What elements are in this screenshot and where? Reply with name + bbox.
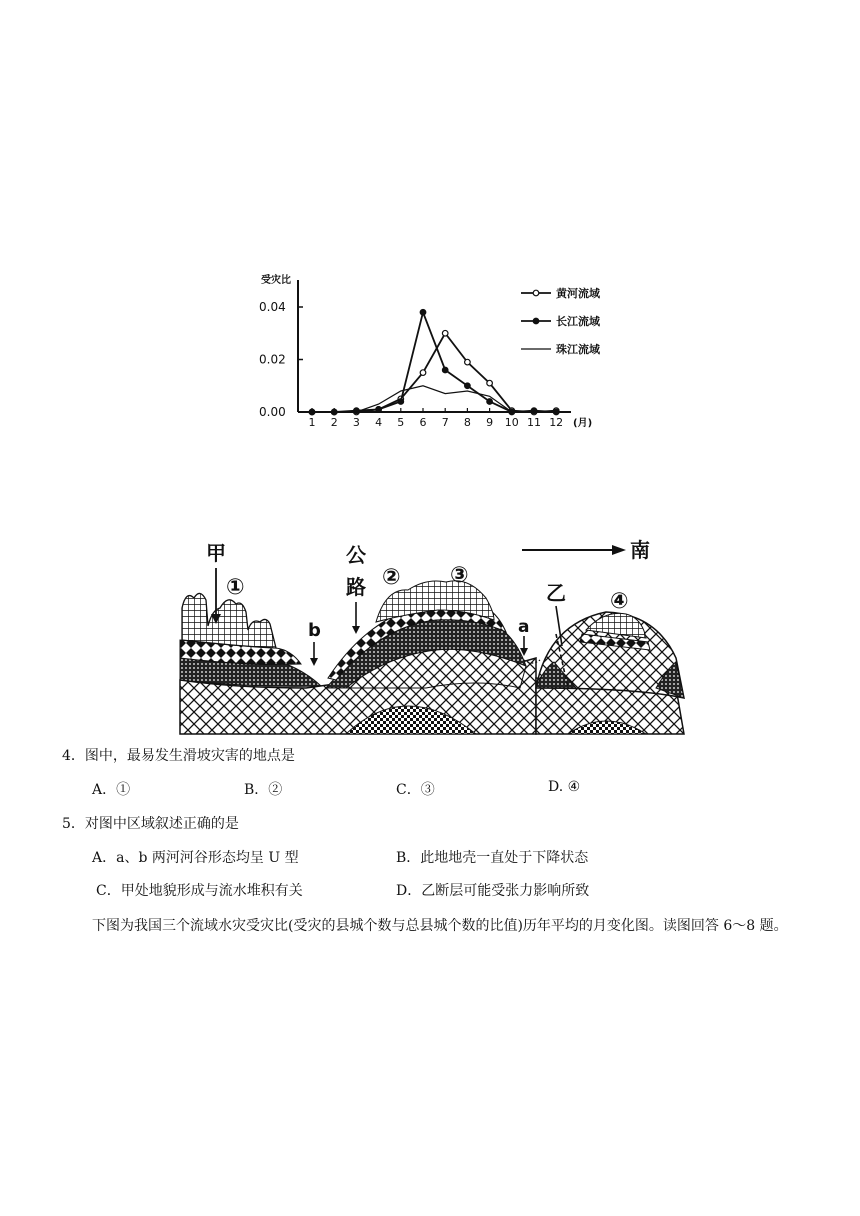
- label-circle-4: ④: [610, 589, 629, 614]
- label-south: 南: [630, 538, 650, 562]
- x-tick-label: 2: [330, 416, 338, 429]
- label-gonglu-2: 路: [346, 575, 366, 599]
- series-line: [312, 312, 556, 412]
- series-point: [420, 309, 426, 315]
- south-arrow-head: [612, 545, 626, 555]
- x-tick-label: 7: [441, 416, 449, 429]
- arrow-b-head: [310, 658, 318, 666]
- label-circle-1: ①: [226, 575, 245, 600]
- x-tick-label: 3: [352, 416, 360, 429]
- question-5-option-a: A．a、b 两河河谷形态均呈 U 型: [92, 850, 299, 866]
- question-4-option-d: D. ④: [548, 779, 581, 795]
- x-tick-label: 9: [486, 416, 494, 429]
- y-tick-label: 0.04: [259, 300, 286, 314]
- left-pillars-jia: [182, 593, 276, 648]
- series-point: [420, 370, 426, 376]
- label-jia: 甲: [206, 541, 226, 565]
- x-tick-label: 11: [527, 416, 541, 429]
- series-line: [312, 333, 556, 412]
- label-b: b: [308, 620, 321, 641]
- series-point: [531, 408, 537, 414]
- series-layer: [309, 309, 559, 414]
- series-point: [487, 399, 493, 405]
- intro-paragraph: [62, 907, 802, 945]
- x-tick-label: 4: [375, 416, 383, 429]
- question-4-option-c: C．③: [396, 782, 435, 798]
- series-point: [465, 359, 471, 365]
- y-tick-label: 0.00: [259, 405, 286, 419]
- question-5-option-b: B．此地地壳一直处于下降状态: [396, 850, 589, 866]
- geology-cross-section: [176, 538, 690, 738]
- series-point: [376, 407, 382, 413]
- question-5-option-c: C．甲处地貌形成与流水堆积有关: [96, 883, 303, 899]
- label-gonglu-1: 公: [346, 543, 366, 567]
- legend-label: 珠江流域: [556, 343, 600, 356]
- question-5-option-d: D．乙断层可能受张力影响所致: [396, 883, 590, 899]
- x-tick-label: 6: [419, 416, 427, 429]
- y-axis-label: 受灾比: [261, 275, 291, 286]
- x-tick-label: 8: [463, 416, 471, 429]
- series-point: [487, 380, 493, 386]
- chart-legend: [521, 286, 601, 356]
- label-circle-3: ③: [450, 563, 469, 588]
- label-yi: 乙: [546, 581, 566, 605]
- legend-label: 黄河流域: [556, 287, 600, 300]
- question-4-option-a: A．①: [92, 782, 131, 798]
- x-tick-label: 5: [397, 416, 405, 429]
- series-point: [442, 367, 448, 373]
- label-a: a: [518, 617, 530, 637]
- question-4-stem: 4．图中，最易发生滑坡灾害的地点是: [62, 748, 295, 764]
- legend-label: 长江流域: [556, 315, 600, 328]
- series-point: [398, 399, 404, 405]
- series-point: [465, 383, 471, 389]
- intro-text: 下图为我国三个流域水灾受灾比(受灾的县城个数与总县城个数的比值)历年平均的月变化图。读图回答 6～8 题。: [92, 918, 788, 934]
- question-4-option-b: B．②: [244, 782, 283, 798]
- label-circle-2: ②: [382, 565, 401, 590]
- flood-ratio-chart: [255, 262, 615, 434]
- legend-marker: [533, 318, 539, 324]
- y-axis-ticks: [259, 300, 303, 419]
- x-axis-unit: (月): [573, 418, 593, 429]
- x-tick-label: 1: [308, 416, 316, 429]
- arrow-gonglu-head: [352, 626, 360, 634]
- x-tick-label: 10: [504, 416, 519, 429]
- x-tick-label: 12: [549, 416, 564, 429]
- y-tick-label: 0.02: [259, 352, 286, 367]
- legend-marker: [533, 290, 539, 296]
- series-line: [312, 386, 556, 412]
- question-5-stem: 5．对图中区域叙述正确的是: [62, 816, 239, 832]
- series-point: [442, 330, 448, 336]
